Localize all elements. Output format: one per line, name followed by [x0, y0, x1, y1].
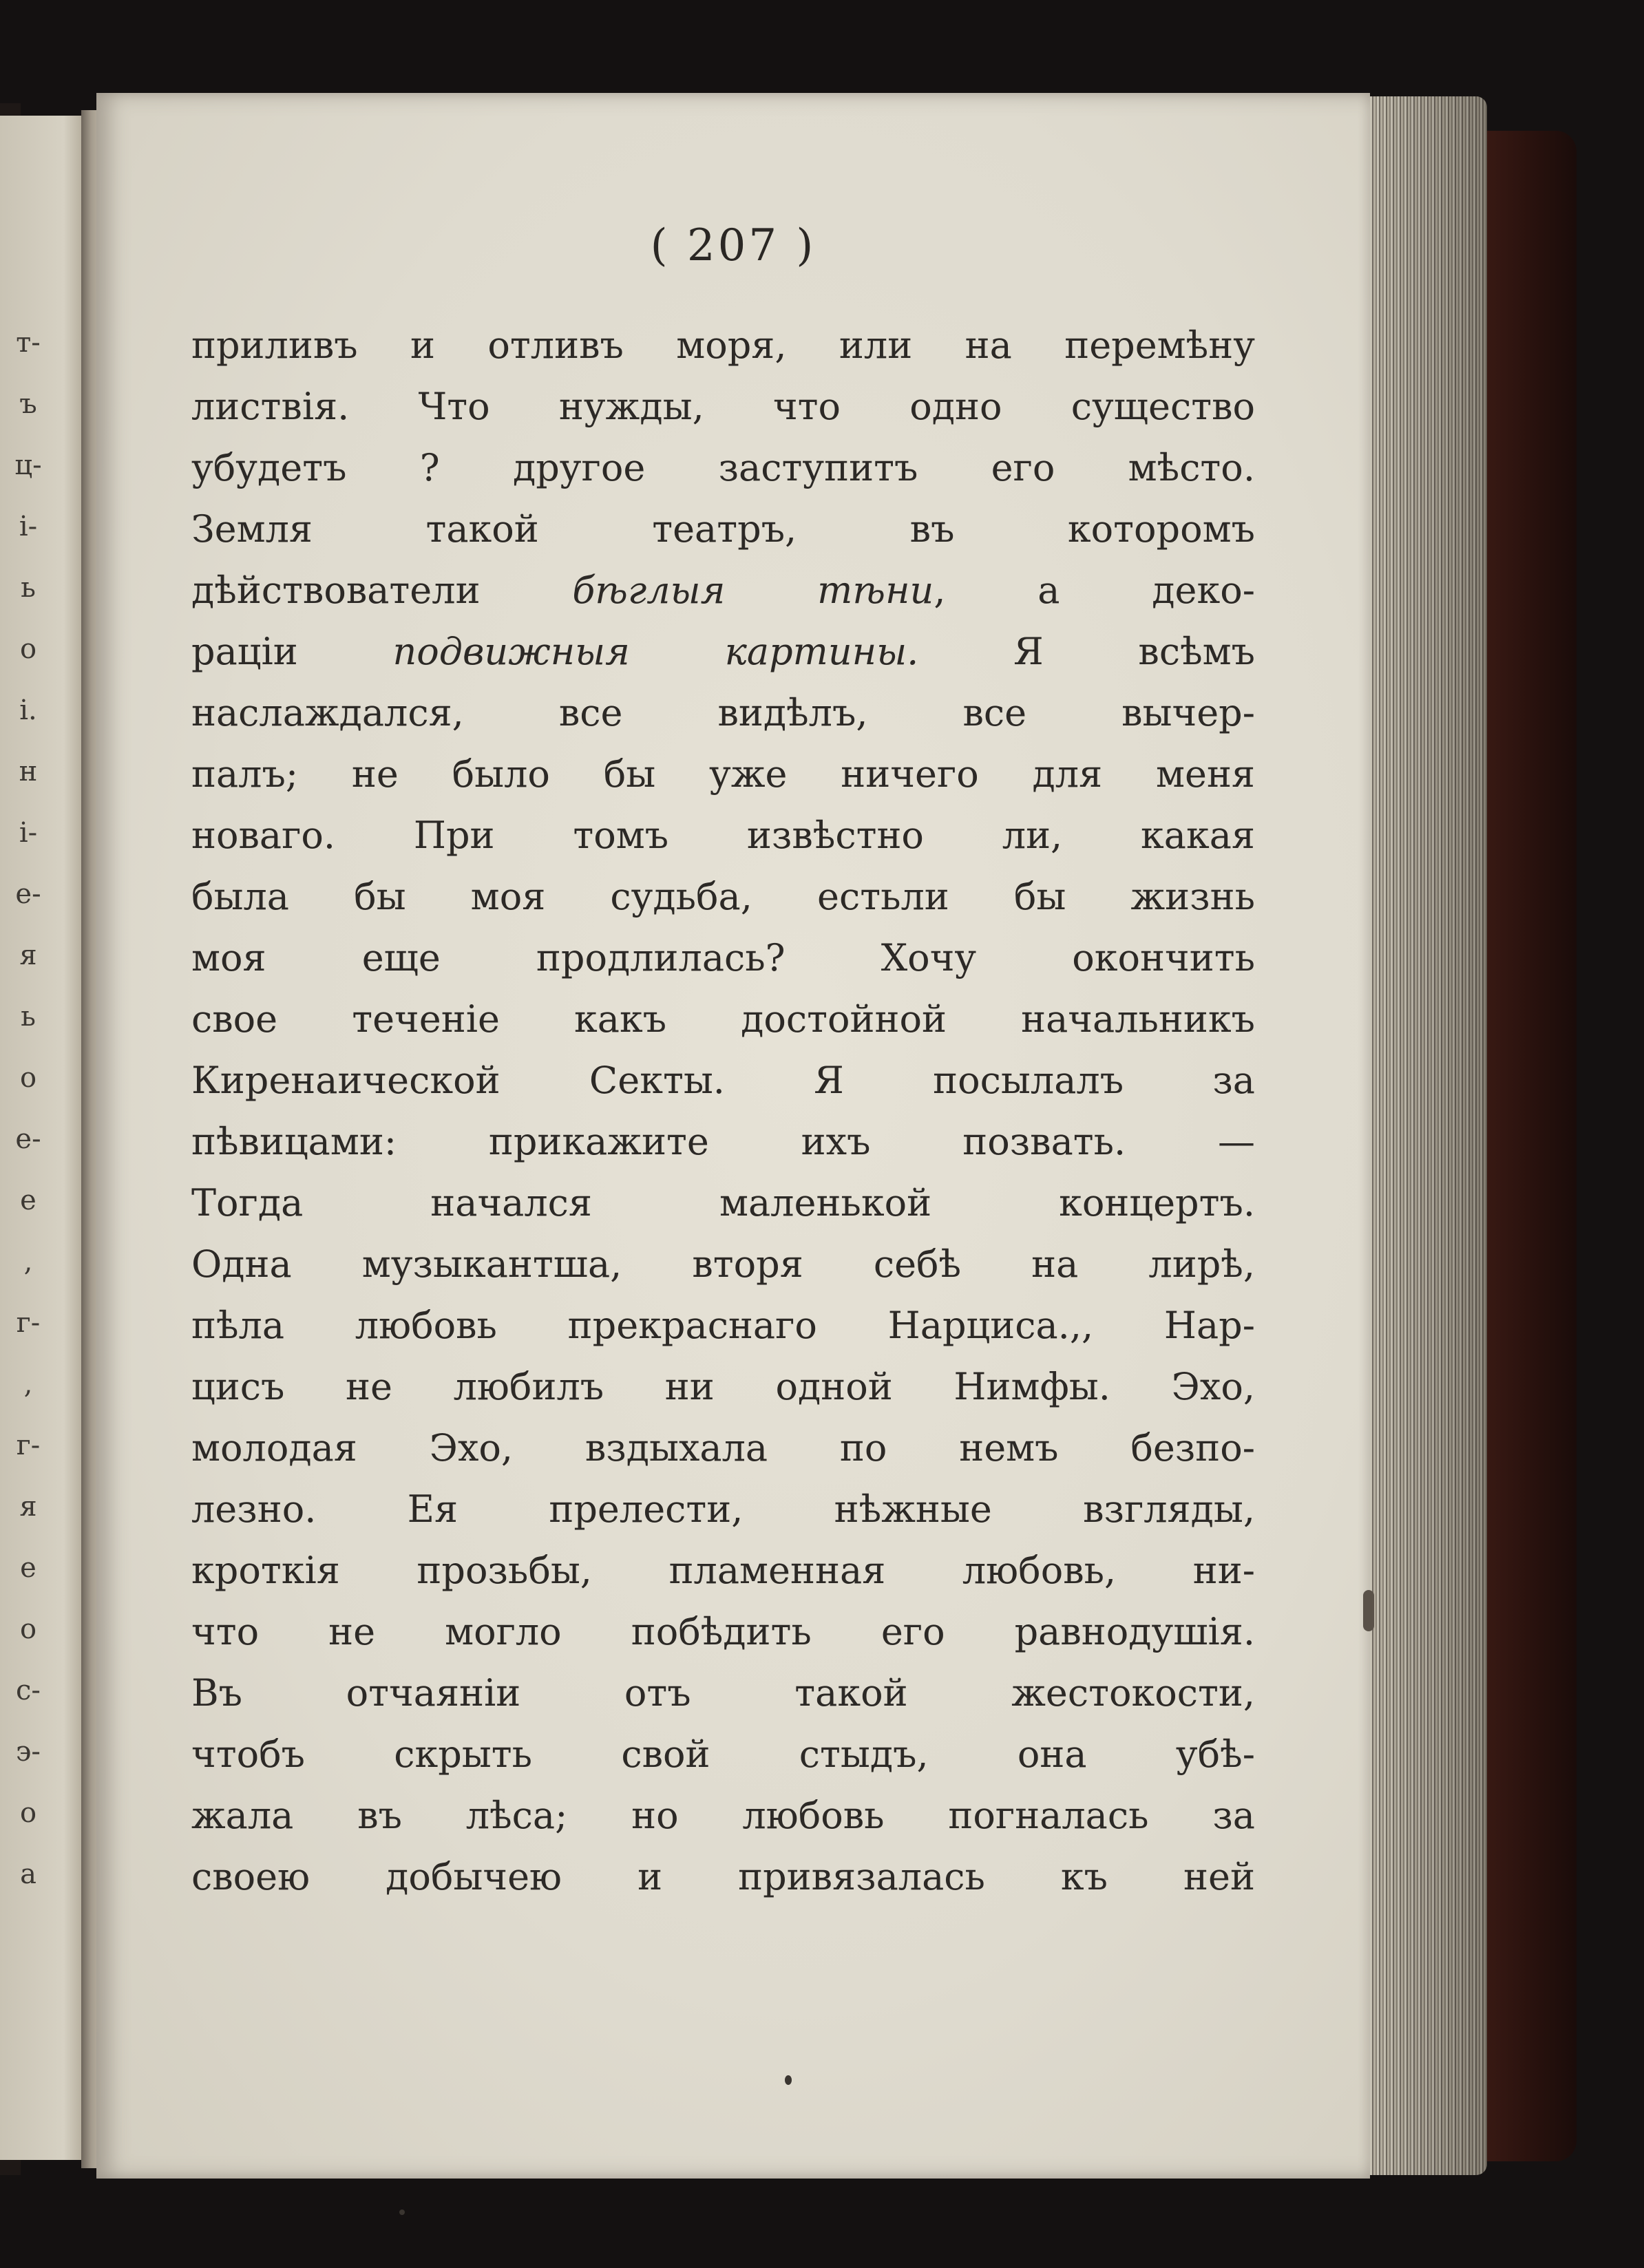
left-page-letter: о [19, 1062, 37, 1094]
text-segment: новаго. При томъ извѣстно ли, какая [191, 814, 1255, 857]
left-page-letter: ц- [14, 449, 42, 481]
text-segment: своею добычею и привязалась къ ней [191, 1855, 1255, 1898]
text-line [191, 1601, 1255, 1662]
left-page-letter: е [20, 1552, 36, 1584]
text-line [191, 1050, 1255, 1111]
text-line [191, 560, 1255, 621]
text-segment: листвія. Что нужды, что одно существо [191, 385, 1255, 428]
left-page-letter: г- [16, 1430, 41, 1461]
text-segment: молодая Эхо, вздыхала по немъ безпо- [191, 1426, 1255, 1470]
left-page-letter: ь [21, 572, 36, 604]
text-line [191, 315, 1255, 376]
text-segment: раціи [191, 630, 393, 673]
text-segment: кроткія прозьбы, пламенная любовь, ни- [191, 1549, 1255, 1592]
text-line [191, 1479, 1255, 1540]
ink-speck [399, 2209, 405, 2215]
text-segment: Земля такой театръ, въ которомъ [191, 507, 1255, 551]
text-line [191, 1295, 1255, 1356]
left-page-letter: э- [16, 1736, 41, 1768]
left-facing-page [0, 116, 91, 2160]
text-line [191, 927, 1255, 988]
page-edges-shadow [1356, 96, 1487, 2175]
left-page-letter: н [19, 756, 38, 787]
text-segment: Одна музыкантша, вторя себѣ на лирѣ, [191, 1242, 1255, 1286]
text-segment: наслаждался, все видѣлъ, все вычер- [191, 691, 1255, 734]
text-line [191, 437, 1255, 498]
text-line [191, 621, 1255, 682]
text-line [191, 1540, 1255, 1601]
text-segment: цисъ не любилъ ни одной Нимфы. Эхо, [191, 1365, 1255, 1408]
left-page-letter: я [19, 1491, 37, 1523]
text-line [191, 1785, 1255, 1846]
text-segment: моя еще продлилась? Хочу окончить [191, 936, 1255, 979]
text-line [191, 1417, 1255, 1479]
text-segment: приливъ и отливъ моря, или на перемѣну [191, 324, 1255, 367]
text-segment: Киренаической Секты. Я посылалъ за [191, 1059, 1255, 1102]
left-page-letter: і- [19, 511, 38, 542]
text-segment: Тогда начался маленькой концертъ. [191, 1181, 1255, 1225]
text-segment: что не могло побѣдить его равнодушія. [191, 1610, 1255, 1653]
left-page-line-endings [0, 116, 91, 2160]
left-page-letter: о [19, 1797, 37, 1829]
right-cover-board [1480, 131, 1577, 2161]
left-page-letter: е- [15, 878, 41, 910]
italic-phrase: подвижныя картины. [392, 630, 919, 673]
text-line [191, 988, 1255, 1050]
text-line [191, 1172, 1255, 1233]
page-edge-mark [1363, 1590, 1374, 1631]
left-page-letter: , [23, 1368, 33, 1400]
left-page-letter: і. [19, 695, 37, 726]
left-page-letter: і- [19, 817, 38, 849]
left-page-letter: с- [16, 1675, 41, 1706]
left-page-letter: г- [16, 1307, 41, 1339]
text-segment: Я всѣмъ [918, 630, 1255, 673]
text-line [191, 1662, 1255, 1724]
text-line [191, 805, 1255, 866]
text-segment: была бы моя судьба, естьли бы жизнь [191, 875, 1255, 918]
text-line [191, 743, 1255, 805]
text-line [191, 498, 1255, 560]
text-segment: убудетъ ? другое заступитъ его мѣсто. [191, 446, 1255, 489]
text-line [191, 376, 1255, 437]
left-page-letter: е- [15, 1123, 41, 1155]
text-segment: чтобъ скрыть свой стыдъ, она убѣ- [191, 1732, 1255, 1776]
text-line [191, 682, 1255, 743]
ink-speck [785, 2075, 792, 2085]
text-line [191, 1356, 1255, 1417]
left-page-letter: а [20, 1858, 36, 1890]
italic-phrase: бѣглыя тѣни [572, 569, 934, 612]
text-line [191, 1846, 1255, 1907]
text-segment: , а деко- [934, 569, 1255, 612]
text-segment: лезно. Ея прелести, нѣжные взгляды, [191, 1487, 1255, 1531]
page-number: ( 207 ) [650, 220, 816, 271]
text-line [191, 1233, 1255, 1295]
left-page-letter: е [20, 1185, 36, 1216]
left-page-letter: ь [21, 1001, 36, 1032]
text-line [191, 866, 1255, 927]
left-page-letter: , [23, 1246, 33, 1278]
text-segment: жала въ лѣса; но любовь погналась за [191, 1794, 1255, 1837]
left-page-letter: о [19, 633, 37, 665]
left-page-letter: ъ [19, 388, 37, 420]
text-segment: свое теченіе какъ достойной начальникъ [191, 997, 1255, 1041]
body-text [191, 315, 1255, 1907]
left-page-letter: о [19, 1613, 37, 1645]
text-segment: Въ отчаяніи отъ такой жестокости, [191, 1671, 1255, 1715]
right-page [96, 93, 1370, 2179]
text-segment: пѣла любовь прекраснаго Нарциса.,, Нар- [191, 1304, 1255, 1347]
text-segment: пѣвицами: прикажите ихъ позвать. — [191, 1120, 1255, 1163]
text-segment: дѣйствователи [191, 569, 573, 612]
left-page-letter: я [19, 940, 37, 971]
left-page-letter: т- [16, 327, 41, 359]
text-segment: палъ; не было бы уже ничего для меня [191, 752, 1255, 796]
text-line [191, 1724, 1255, 1785]
text-line [191, 1111, 1255, 1172]
